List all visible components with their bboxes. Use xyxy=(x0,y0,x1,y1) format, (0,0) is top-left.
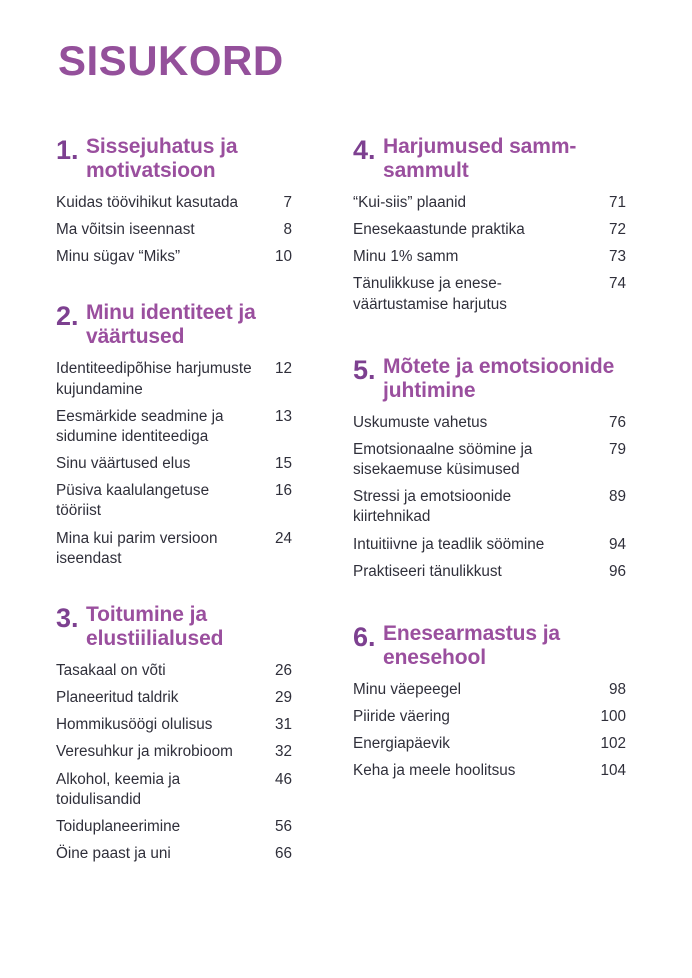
toc-entry-page: 24 xyxy=(274,529,292,547)
toc-entry[interactable] xyxy=(56,770,292,810)
toc-entry-page: 76 xyxy=(608,413,626,431)
toc-entry[interactable] xyxy=(353,761,626,781)
toc-entry-page: 94 xyxy=(608,535,626,553)
toc-entry-page: 96 xyxy=(608,562,626,580)
toc-entry-label: Eesmärkide seadmine ja sidumine identiteediga xyxy=(56,407,224,445)
toc-entry[interactable] xyxy=(56,688,292,708)
toc-entry[interactable] xyxy=(56,247,292,267)
section-title: Minu identiteet ja väärtused xyxy=(86,301,256,349)
toc-section-3 xyxy=(56,603,292,864)
toc-entry[interactable] xyxy=(353,535,626,555)
section-title: Toitumine ja elustiilialused xyxy=(86,603,224,650)
toc-entry[interactable] xyxy=(56,407,292,447)
toc-entry-page: 15 xyxy=(274,455,292,473)
toc-entry[interactable] xyxy=(353,680,626,700)
toc-entry-list xyxy=(56,359,292,569)
toc-entry-label: Tasakaal on võti xyxy=(56,661,166,679)
toc-entry-label: Minu väepeegel xyxy=(353,680,462,698)
toc-entry[interactable] xyxy=(56,661,292,681)
toc-entry-page: 73 xyxy=(608,248,626,266)
toc-entry-label: Minu sügav “Miks” xyxy=(56,248,181,266)
toc-entry-label: Sinu väärtused elus xyxy=(56,455,191,473)
toc-entry-label: Toiduplaneerimine xyxy=(56,818,181,835)
toc-section-header xyxy=(353,135,626,183)
toc-entry-label: Tänulikkuse ja enese-väärtustamise harjutus xyxy=(353,275,507,313)
toc-entry-label: Enesekaastunde praktika xyxy=(353,221,525,239)
toc-section-5 xyxy=(353,355,626,582)
toc-entry-label: Uskumuste vahetus xyxy=(353,413,488,431)
toc-entry-page: 56 xyxy=(274,818,292,835)
toc-entry-list xyxy=(353,193,626,315)
toc-entry-label: Emotsionaalne söömine ja sisekaemuse küsimused xyxy=(353,440,533,479)
toc-entry-page: 72 xyxy=(608,221,626,239)
toc-entry-label: Energiapäevik xyxy=(353,735,450,753)
toc-entry-page: 89 xyxy=(608,488,626,506)
toc-entry-list xyxy=(353,680,626,782)
toc-entry-label: “Kui-siis” plaanid xyxy=(353,193,467,211)
toc-entry-label: Veresuhkur ja mikrobioom xyxy=(56,743,233,761)
toc-entry-label: Keha ja meele hoolitsus xyxy=(353,762,516,780)
section-number: 3. xyxy=(56,603,79,633)
section-title: Enesearmastus ja enesehool xyxy=(383,622,561,669)
toc-section-header xyxy=(56,135,292,183)
toc-entry-page: 71 xyxy=(608,193,626,211)
toc-entry[interactable] xyxy=(56,481,292,521)
toc-entry-page: 16 xyxy=(274,482,292,500)
section-title: Mõtete ja emotsioonide juhtimine xyxy=(383,354,615,402)
section-title: Harjumused samm-sammult xyxy=(383,135,577,182)
toc-entry-page: 31 xyxy=(274,716,292,734)
toc-entry-label: Piiride väering xyxy=(353,708,450,726)
toc-entry-page: 10 xyxy=(274,248,292,266)
toc-entry[interactable] xyxy=(353,247,626,267)
toc-entry-page: 29 xyxy=(274,689,292,707)
toc-entry-page: 32 xyxy=(274,743,292,761)
toc-entry-page: 46 xyxy=(274,770,292,788)
toc-entry[interactable] xyxy=(353,707,626,727)
toc-entry-page: 26 xyxy=(274,661,292,679)
toc-section-6 xyxy=(353,622,626,782)
toc-entry-page: 104 xyxy=(600,762,626,780)
toc-entry-label: Ma võitsin iseennast xyxy=(56,221,195,239)
toc-entry[interactable] xyxy=(56,529,292,569)
toc-entry[interactable] xyxy=(353,734,626,754)
toc-entry-page: 12 xyxy=(274,360,292,378)
toc-entry-list xyxy=(56,193,292,268)
toc-entry[interactable] xyxy=(56,817,292,837)
toc-entry[interactable] xyxy=(56,359,292,399)
toc-entry-label: Mina kui parim versioon iseendast xyxy=(56,529,218,567)
toc-entry-label: Intuitiivne ja teadlik söömine xyxy=(353,535,545,553)
toc-entry-label: Öine paast ja uni xyxy=(56,845,171,863)
toc-entry[interactable] xyxy=(56,220,292,240)
toc-entry-page: 102 xyxy=(600,735,626,753)
toc-columns xyxy=(0,135,692,871)
toc-entry[interactable] xyxy=(353,562,626,582)
toc-entry-page: 98 xyxy=(608,680,626,698)
toc-column-right xyxy=(348,135,692,871)
toc-entry-page: 66 xyxy=(274,845,292,863)
toc-section-4 xyxy=(353,135,626,315)
toc-entry-label: Planeeritud taldrik xyxy=(56,689,179,707)
section-number: 4. xyxy=(353,135,376,165)
toc-entry[interactable] xyxy=(353,274,626,314)
toc-entry-page: 100 xyxy=(600,708,626,726)
toc-entry-page: 79 xyxy=(608,440,626,458)
toc-entry[interactable] xyxy=(353,220,626,240)
toc-section-header xyxy=(353,355,626,403)
toc-entry-label: Püsiva kaalulangetuse tööriist xyxy=(56,482,210,520)
toc-entry[interactable] xyxy=(56,844,292,864)
toc-entry-list xyxy=(353,413,626,582)
toc-section-header xyxy=(56,603,292,651)
toc-entry-label: Identiteedipõhise harjumuste kujundamine xyxy=(56,360,252,398)
section-number: 5. xyxy=(353,354,376,385)
toc-entry[interactable] xyxy=(56,742,292,762)
toc-entry-label: Alkohol, keemia ja toidulisandid xyxy=(56,770,181,808)
toc-section-1 xyxy=(56,135,292,267)
section-number: 2. xyxy=(56,301,79,332)
toc-entry[interactable] xyxy=(353,487,626,527)
toc-section-header xyxy=(353,622,626,670)
toc-entry-label: Minu 1% samm xyxy=(353,248,459,266)
toc-entry-page: 74 xyxy=(608,275,626,293)
toc-entry[interactable] xyxy=(56,715,292,735)
toc-entry-list xyxy=(56,661,292,865)
section-number: 1. xyxy=(56,135,79,165)
toc-entry-page: 8 xyxy=(283,221,292,239)
toc-entry-page: 7 xyxy=(283,193,292,211)
toc-section-2 xyxy=(56,301,292,569)
toc-entry-label: Praktiseeri tänulikkust xyxy=(353,562,502,580)
toc-entry[interactable] xyxy=(353,413,626,433)
section-number: 6. xyxy=(353,622,376,652)
toc-entry-label: Hommikusöögi olulisus xyxy=(56,716,213,734)
section-title: Sissejuhatus ja motivatsioon xyxy=(86,135,238,182)
toc-entry[interactable] xyxy=(56,193,292,213)
toc-entry[interactable] xyxy=(353,440,626,480)
toc-section-header xyxy=(56,301,292,349)
toc-entry[interactable] xyxy=(56,454,292,474)
toc-entry-label: Stressi ja emotsioonide kiirtehnikad xyxy=(353,488,512,526)
toc-entry-page: 13 xyxy=(274,407,292,425)
toc-entry-label: Kuidas töövihikut kasutada xyxy=(56,193,238,211)
toc-column-left xyxy=(0,135,348,871)
toc-entry[interactable] xyxy=(353,193,626,213)
page-title: SISUKORD xyxy=(58,37,284,84)
